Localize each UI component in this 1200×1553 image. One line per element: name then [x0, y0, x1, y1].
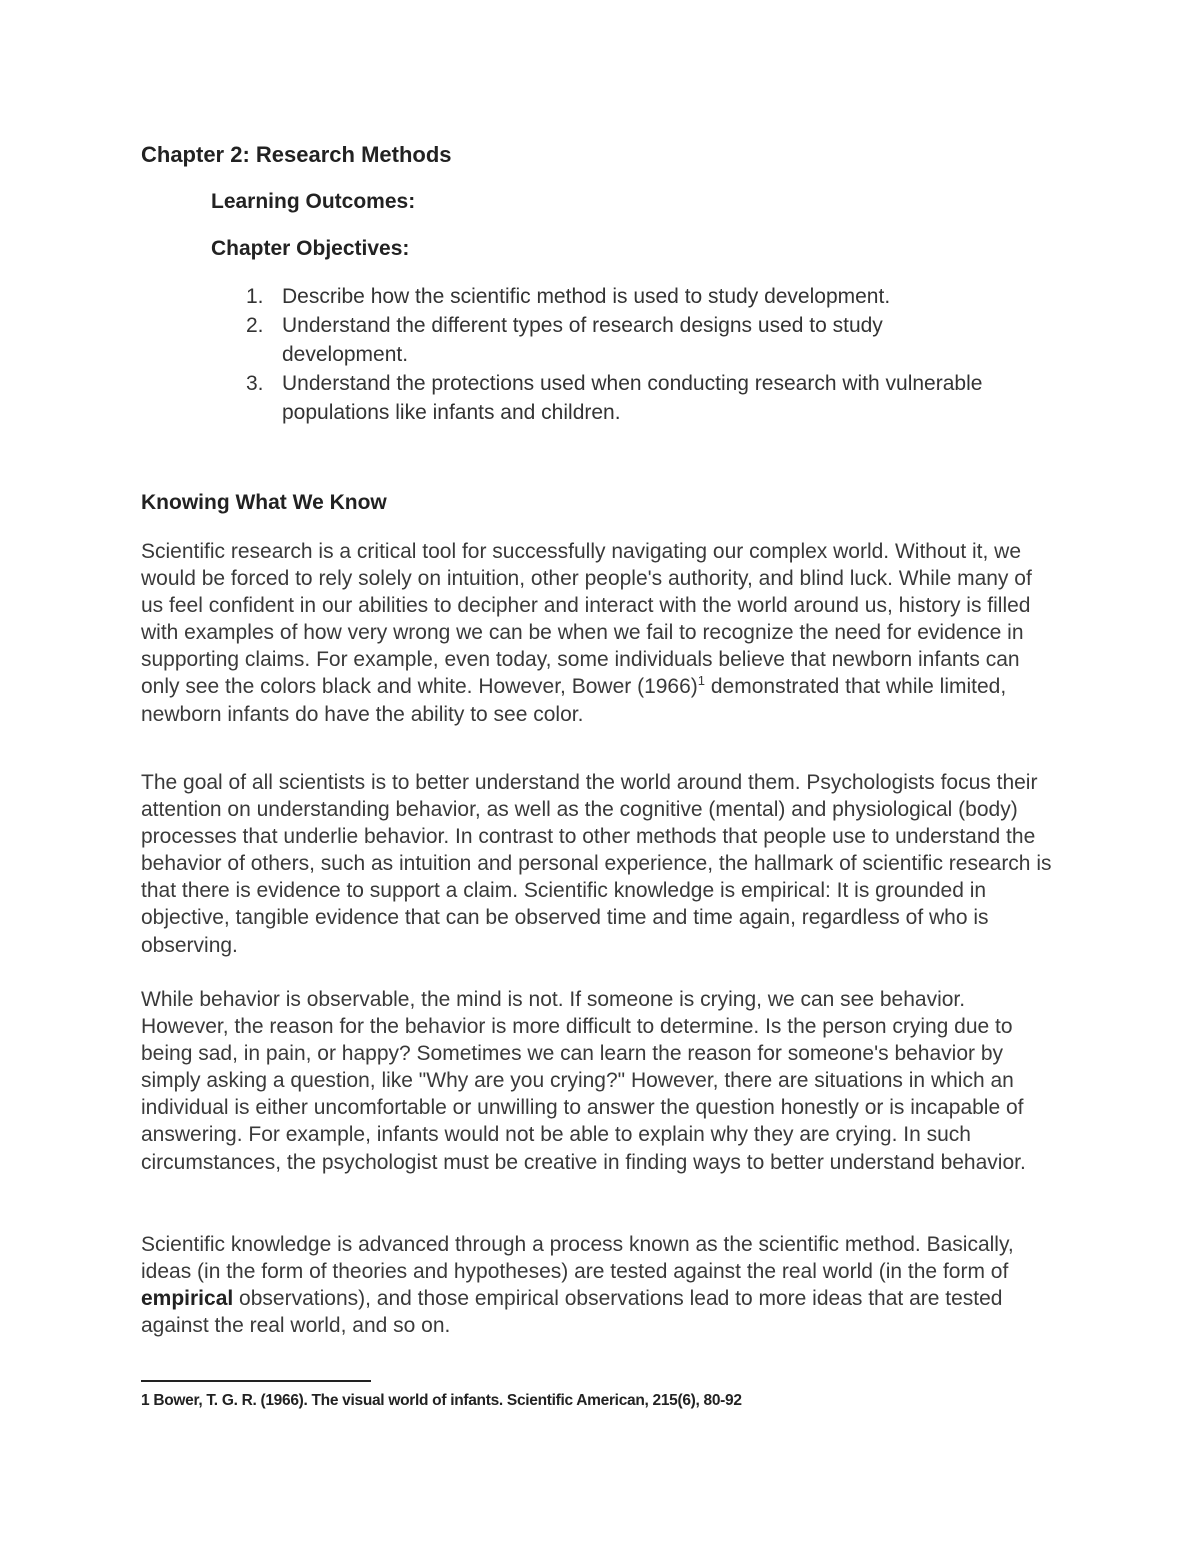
footnote-reference[interactable]: 1: [697, 673, 706, 689]
paragraph-2: The goal of all scientists is to better understand the world around them. Psychologists focus their attention on understanding behavior, as well as the cognitive (mental) and physiological (body) processes that underlie behavior. In contrast to other methods that people use to understand the behavior of others, such as intuition and personal experience, the hallmark of scientific research is that there is evidence to support a claim. Scientific knowledge is empirical: It is grounded in objective, tangible evidence that can be observed time and time again, regardless of who is observing.: [141, 771, 1052, 957]
objectives-list: [246, 282, 1006, 427]
paragraph-1: [141, 538, 1056, 728]
objective-number: 1.: [246, 285, 264, 308]
objective-item: [246, 311, 1006, 369]
chapter-title: Chapter 2: Research Methods: [141, 142, 452, 167]
objective-item: [246, 369, 1006, 427]
objective-item: [246, 282, 1006, 311]
footnote: 1 Bower, T. G. R. (1966). The visual world of infants. Scientific American, 215(6), 80-92: [141, 1392, 742, 1409]
chapter-objectives-heading: Chapter Objectives:: [211, 237, 410, 260]
objective-number: 2.: [246, 314, 264, 337]
section-heading: Knowing What We Know: [141, 491, 387, 514]
learning-outcomes-heading: Learning Outcomes:: [211, 190, 416, 213]
objective-number: 3.: [246, 372, 264, 395]
bold-term-empirical: empirical: [141, 1287, 234, 1311]
paragraph-1-text-b: demonstrated that while limited, newborn infants do have the ability to see color.: [141, 675, 1007, 726]
objective-text: Understand the protections used when conducting research with vulnerable populations like infants and children.: [282, 372, 983, 424]
paragraph-4-text-a: Scientific knowledge is advanced through a process known as the scientific method. Basically, ideas (in the form of theories and hypotheses) are tested against the real world (in the form of: [141, 1233, 1014, 1284]
paragraph-4: [141, 1231, 1056, 1339]
objective-text: Understand the different types of research designs used to study development.: [282, 314, 883, 366]
paragraph-3: While behavior is observable, the mind is not. If someone is crying, we can see behavior. However, the reason for the behavior is more difficult to determine. Is the person crying due to being sad, in pain, or happy? Sometimes we can learn the reason for someone's behavior by simply asking a question, like "Why are you crying?" However, there are situations in which an individual is either uncomfortable or unwilling to answer the question honestly or is incapable of answering. For example, infants would not be able to explain why they are crying. In such circumstances, the psychologist must be creative in finding ways to better understand behavior.: [141, 988, 1026, 1174]
objective-text: Describe how the scientific method is used to study development.: [282, 285, 891, 308]
paragraph-1-text-a: Scientific research is a critical tool for successfully navigating our complex world. Without it, we would be forced to rely solely on intuition, other people's authority, and blind luck. While many of us feel confident in our abilities to decipher and interact with the world around us, history is filled with examples of how very wrong we can be when we fail to recognize the need for evidence in supporting claims. For example, even today, some individuals believe that newborn infants can only see the colors black and white. However, Bower (1966): [141, 540, 1032, 699]
footnote-separator: [141, 1380, 371, 1382]
paragraph-4-text-b: observations), and those empirical observations lead to more ideas that are tested against the real world, and so on.: [141, 1287, 1003, 1338]
